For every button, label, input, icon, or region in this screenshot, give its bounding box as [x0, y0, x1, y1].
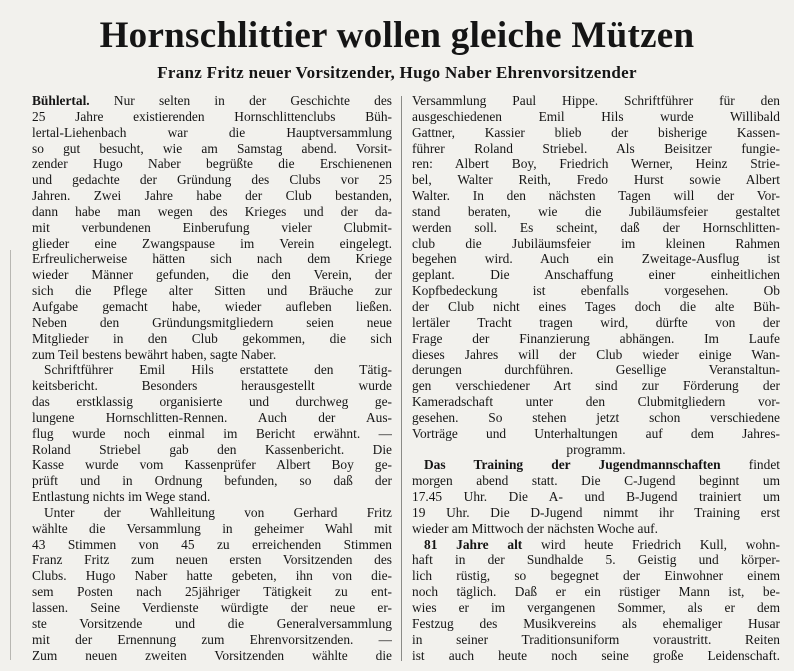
line-text: Vorträge und Unterhaltungen auf dem Jahres- [412, 425, 780, 441]
line-text: Roland Striebel gab den Kassenbericht. Die [32, 441, 392, 457]
line-text: stand beraten, wie die Jubiläumsfeier gestaltet [412, 203, 780, 219]
subheadline: Franz Fritz neuer Vorsitzender, Hugo Naber Ehrenvorsitzender [157, 63, 637, 82]
article-line [32, 299, 392, 315]
line-text: Jahren. Zwei Jahre habe der Club bestanden, [32, 188, 392, 204]
article-line [32, 362, 392, 378]
line-text: der Club nicht eines Tages doch die alte Büh- [412, 298, 780, 314]
line-text: Clubs. Hugo Naber hatte gebeten, ihn von die- [32, 568, 392, 584]
article-line [412, 172, 780, 188]
article-line [412, 426, 780, 442]
line-text: das erstklassig organisierte und durchweg ge- [32, 394, 392, 410]
column-divider [401, 96, 402, 661]
article-line [412, 442, 780, 458]
article-line [412, 378, 780, 394]
line-text: ren: Albert Boy, Friedrich Werner, Heinz Strie- [412, 156, 780, 172]
article-line [32, 426, 392, 442]
article-line [32, 125, 392, 141]
article-line [32, 378, 392, 394]
line-text: lich rüstig, so begegnet der Einwohner einem [412, 568, 780, 584]
article-column-right [412, 93, 780, 663]
article-line [32, 204, 392, 220]
article-line [32, 537, 392, 553]
lead-in-text: Bühlertal. [32, 93, 90, 108]
article-line [412, 632, 780, 648]
article-line [32, 283, 392, 299]
line-text: wieder am Mittwoch der nächsten Woche auf. [412, 520, 658, 536]
line-text: Kasse wurde vom Kassenprüfer Albert Boy ge- [32, 457, 392, 473]
line-text: so gut besucht, wie am Samstag abend. Vorsit- [32, 140, 392, 156]
article-line [412, 648, 780, 664]
article-line [412, 109, 780, 125]
article-line [412, 93, 780, 109]
line-text: findet [720, 457, 780, 473]
line-text: mit der Ernennung zum Ehrenvorsitzenden. — [32, 631, 392, 647]
line-text: gen verschiedener Art sind zur Förderung der [412, 378, 780, 394]
article-line [412, 331, 780, 347]
line-text: ste Vorsitzende und die Generalversammlung [32, 615, 392, 631]
article-line [412, 125, 780, 141]
line-text: keitsbericht. Besonders herausgestellt wurde [32, 378, 392, 394]
article-line [412, 489, 780, 505]
line-text: 43 Stimmen von 45 zu erreichenden Stimmen [32, 536, 392, 552]
article-line [32, 648, 392, 664]
article-line [412, 236, 780, 252]
line-text: noch täglich. Daß er ein rüstiger Mann ist, be- [412, 584, 780, 600]
article-line [412, 537, 780, 553]
article-line [32, 156, 392, 172]
article-line [412, 505, 780, 521]
line-text: und gedachte der Gründung des Clubs vor 25 [32, 172, 392, 188]
line-text: in seiner Traditionsuniform voraustritt. Reiten [412, 631, 780, 647]
line-text: zum Teil bestens bewährt haben, sagte Naber. [32, 346, 277, 362]
line-text: derungen durchführen. Gesellige Veranstaltun- [412, 362, 780, 378]
article-line [412, 584, 780, 600]
article-line [32, 442, 392, 458]
line-text: geplant. Die Anschaffung einer einheitlichen [412, 267, 780, 283]
article-line [412, 188, 780, 204]
article-line [32, 331, 392, 347]
article-line [32, 394, 392, 410]
line-text: begehen wird. Auch ein Zweitage-Ausflug ist [412, 251, 780, 267]
article-line [412, 141, 780, 157]
article-line [32, 473, 392, 489]
article-line [412, 267, 780, 283]
line-text: morgen abend statt. Die C-Jugend beginnt um [412, 473, 780, 489]
headline: Hornschlittier wollen gleiche Mützen [99, 15, 695, 56]
line-text: flug wurde noch einmal im Bericht erwähnt. — [32, 425, 392, 441]
article-line [412, 473, 780, 489]
article-line [412, 600, 780, 616]
article-line [32, 584, 392, 600]
article-line [32, 109, 392, 125]
article-line [412, 521, 780, 537]
lead-in-text: Das Training der Jugendmannschaften [424, 457, 721, 473]
line-text: bel, Walter Reith, Fredo Hurst sowie Albert [412, 172, 780, 188]
article-line [32, 236, 392, 252]
article-line [32, 188, 392, 204]
article-line [412, 616, 780, 632]
article-line [32, 489, 392, 505]
line-text: wählte die Versammlung in geheimer Wahl mit [32, 520, 392, 536]
line-text: Aufgabe gemacht habe, wieder aufleben ließen. [32, 298, 392, 314]
article-line [32, 457, 392, 473]
article-line [32, 172, 392, 188]
article-line [32, 267, 392, 283]
article-line [32, 616, 392, 632]
line-text: Festzug des Musikvereins als ehemaliger Husar [412, 615, 780, 631]
line-text: dieses Jahres will der Club wieder einige Wan- [412, 346, 780, 362]
line-text: gesehen. So stehen jetzt schon verschiedene [412, 409, 780, 425]
line-text: Walter. In den nächsten Tagen will der Vor- [412, 188, 780, 204]
line-text: Franz Fritz zum neuen ersten Vorsitzenden des [32, 552, 392, 568]
line-text: Kopfbedeckung ist ebenfalls vorgesehen. Ob [412, 283, 780, 299]
article-line [32, 410, 392, 426]
article-line [412, 251, 780, 267]
line-text: ist auch heute noch seine große Leidenschaft. [412, 647, 780, 663]
line-text: 19 Uhr. Die D-Jugend nimmt ihr Training erst [412, 504, 780, 520]
line-text: sich die Pflege alter Sitten und Bräuche zur [32, 283, 392, 299]
line-text: Unter der Wahlleitung von Gerhard Fritz [44, 504, 392, 520]
article-line [32, 347, 392, 363]
line-text: lertäler Tracht tragen wird, dürfte von der [412, 314, 780, 330]
line-text: programm. [566, 441, 626, 457]
article-line [412, 156, 780, 172]
line-text: Schriftführer Emil Hils erstattete den Tätig- [44, 362, 392, 378]
article-column-left [32, 93, 392, 663]
article-line [412, 220, 780, 236]
article-line [32, 632, 392, 648]
line-text: führer Roland Striebel. Als Beisitzer fungie- [412, 140, 780, 156]
line-text: Entlastung nichts im Wege stand. [32, 489, 211, 505]
line-text: Frage der Finanzierung abhängen. Im Laufe [412, 330, 780, 346]
article-line [412, 394, 780, 410]
line-text: Erfreulicherweise hätten sich nach dem Kriege [32, 251, 392, 267]
line-text: club die Jubiläumsfeier im kleinen Rahmen [412, 235, 780, 251]
line-text: Gattner, Kassier blieb der bisherige Kassen- [412, 124, 780, 140]
article-line [32, 505, 392, 521]
article-line [412, 568, 780, 584]
line-text: haft in der Sundhalde 5. Geistig und körper- [412, 552, 780, 568]
article-line [412, 315, 780, 331]
line-text: Zum neuen zweiten Vorsitzenden wählte die [32, 647, 392, 663]
clipping-edge-rule [10, 250, 11, 660]
line-text: werden soll. Es scheint, daß der Hornschlitten- [412, 219, 780, 235]
line-text: lertal-Liehenbach war die Hauptversammlung [32, 124, 392, 140]
article-line [32, 220, 392, 236]
article-line [412, 347, 780, 363]
line-text: Nur selten in der Geschichte des [89, 93, 392, 108]
article-line [412, 204, 780, 220]
lead-in-text: 81 Jahre alt [424, 536, 523, 552]
article-line [412, 362, 780, 378]
line-text: mit verbundenen Einberufung vieler Clubmit- [32, 219, 392, 235]
article-line [32, 552, 392, 568]
article-line [32, 568, 392, 584]
article-line [412, 299, 780, 315]
line-text: Versammlung Paul Hippe. Schriftführer für den [412, 93, 780, 108]
article-line [412, 552, 780, 568]
line-text: wird heute Friedrich Kull, wohn- [522, 536, 780, 552]
line-text: Mitglieder in den Club gekommen, die sich [32, 330, 392, 346]
line-text: Neben den Gründungsmitgliedern seien neue [32, 314, 392, 330]
line-text: lassen. Seine Verdienste würdigte der neue er- [32, 600, 392, 615]
article-line [32, 600, 392, 616]
line-text: ausgeschiedenen Emil Hils wurde Willibald [412, 108, 780, 124]
line-text: sem Posten nach 25jähriger Tätigkeit zu ent- [32, 584, 392, 600]
article-line [32, 251, 392, 267]
line-text: glieder eine Zwangspause im Verein eingelegt. [32, 235, 392, 251]
article-line [32, 315, 392, 331]
article-line [412, 283, 780, 299]
article-line [32, 141, 392, 157]
line-text: Kameradschaft unter den Clubmitgliedern vor- [412, 394, 780, 410]
article-line [412, 457, 780, 473]
line-text: wies er im vergangenen Sommer, als er dem [412, 600, 780, 615]
line-text: lungene Hornschlitten-Rennen. Auch der Aus- [32, 409, 392, 425]
line-text: 25 Jahre existierenden Hornschlittenclubs Büh- [32, 108, 392, 124]
line-text: prüft und in Ordnung befunden, so daß der [32, 473, 392, 489]
article-line [32, 521, 392, 537]
line-text: dann habe man wegen des Krieges und der da- [32, 203, 392, 219]
line-text: zender Hugo Naber begrüßte die Erschienenen [32, 156, 392, 172]
article-line [32, 93, 392, 109]
line-text: wieder Männer gefunden, die den Verein, der [32, 267, 392, 283]
article-line [412, 410, 780, 426]
line-text: 17.45 Uhr. Die A- und B-Jugend trainiert um [412, 489, 780, 505]
